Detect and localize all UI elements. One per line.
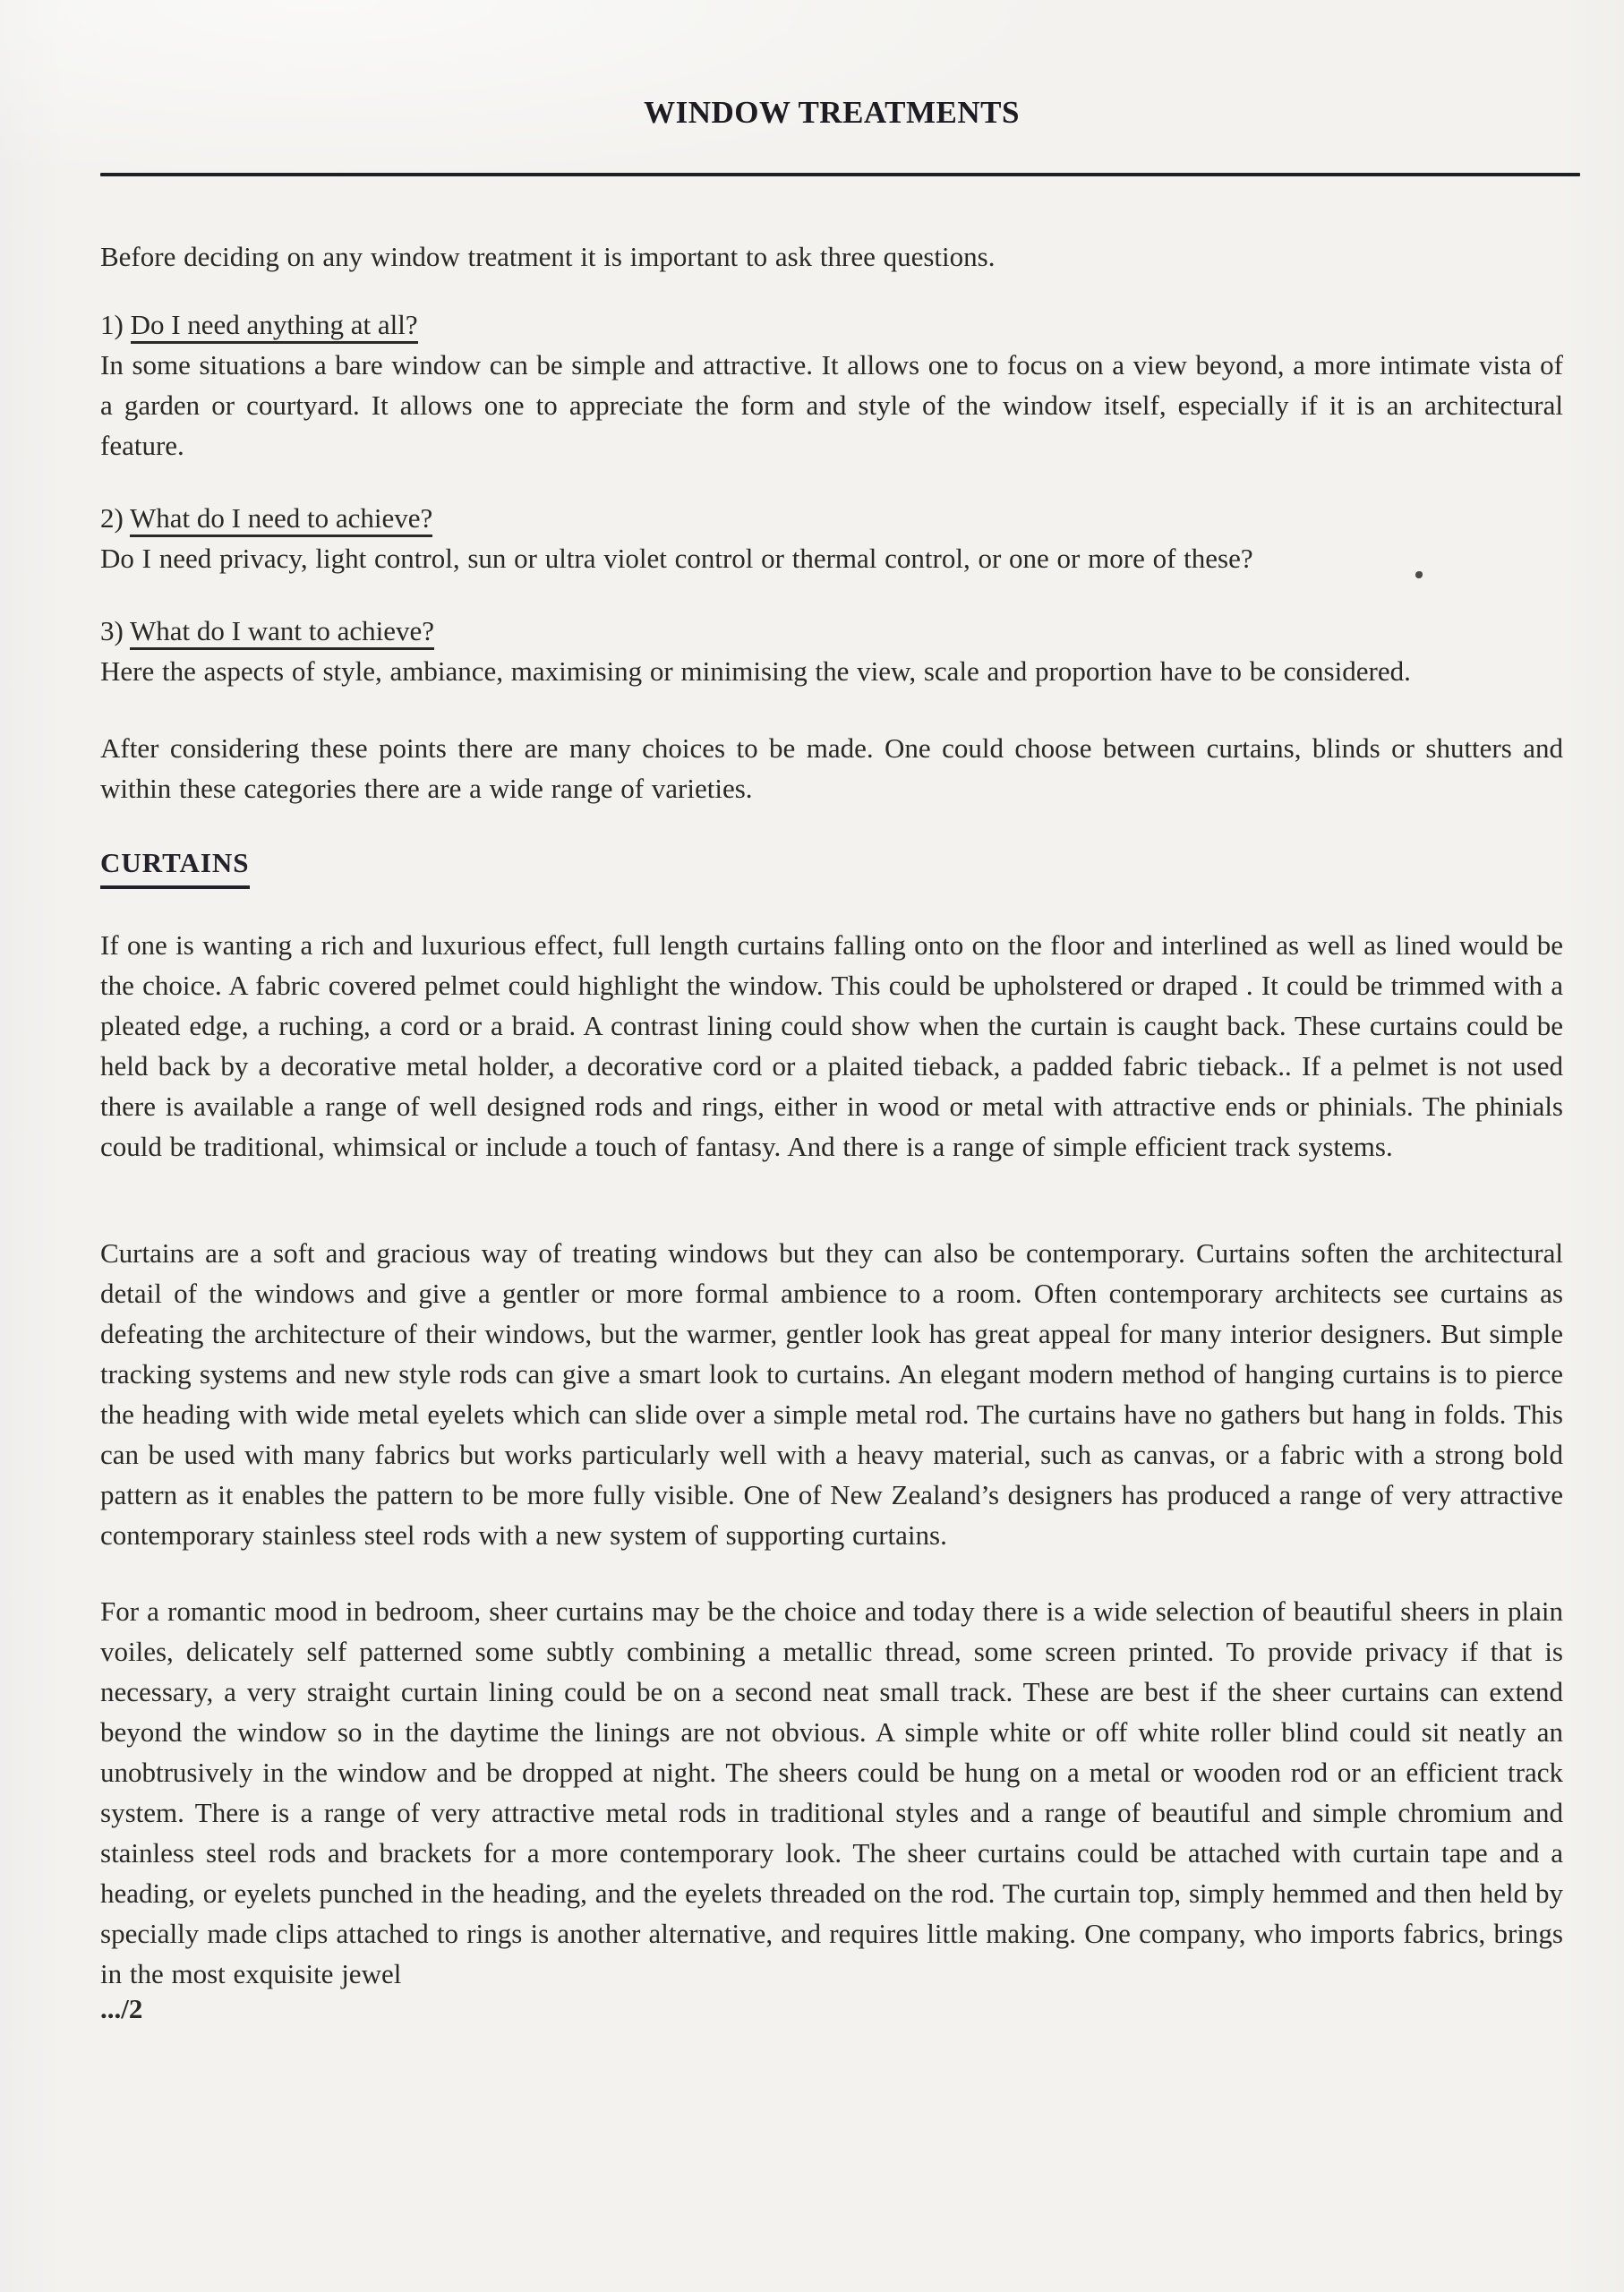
question-2-heading — [100, 498, 1563, 538]
question-2-heading-text: What do I need to achieve? — [130, 502, 432, 537]
question-2-number: 2) — [100, 502, 124, 534]
document-body — [100, 0, 1563, 2029]
question-2-body: Do I need privacy, light control, sun or ultra violet control or thermal control, or one or more of these? — [100, 543, 1253, 574]
page-title: WINDOW TREATMENTS — [644, 95, 1020, 130]
question-block-3 — [100, 611, 1563, 691]
question-3-heading-text: What do I want to achieve? — [130, 615, 434, 650]
question-block-2 — [100, 498, 1563, 578]
question-3-number: 3) — [100, 615, 124, 646]
page-continuation-marker: .../2 — [100, 1993, 143, 2024]
question-1-heading — [100, 304, 1563, 345]
question-3-body: Here the aspects of style, ambiance, maximising or minimising the view, scale and proportion have to be considered. — [100, 655, 1411, 687]
question-1-number: 1) — [100, 309, 124, 340]
curtains-heading-text: CURTAINS — [100, 842, 250, 889]
choices-paragraph: After considering these points there are many choices to be made. One could choose between curtains, blinds or shutters and within these categories there are a wide range of varieties. — [100, 732, 1563, 804]
question-block-1 — [100, 304, 1563, 466]
curtains-paragraph-2: Curtains are a soft and gracious way of treating windows but they can also be contemporary. Curtains soften the architectural detail of the windows and give a gentler or more formal ambience to a room. Often contemporary architects see curtains as defeating the architecture of their windows, but the warmer, gentler look has great appeal for many interior designers. But simple tracking systems and new style rods can give a smart look to curtains. An elegant modern method of hanging curtains is to pierce the heading with wide metal eyelets which can slide over a simple metal rod. The curtains have no gathers but hang in folds. This can be used with many fabrics but works particularly well with a heavy material, such as canvas, or a fabric with a strong bold pattern as it enables the pattern to be more fully visible. One of New Zealand’s designers has produced a range of very attractive contemporary stainless steel rods with a new system of supporting curtains. — [100, 1237, 1563, 1551]
question-1-heading-text: Do I need anything at all? — [131, 309, 418, 344]
question-1-body: In some situations a bare window can be simple and attractive. It allows one to focus on a view beyond, a more intimate vista of a garden or courtyard. It allows one to appreciate the form and style of the window itself, especially if it is an architectural feature. — [100, 349, 1563, 461]
curtains-paragraph-1: If one is wanting a rich and luxurious effect, full length curtains falling onto on the floor and interlined as well as lined would be the choice. A fabric covered pelmet could highlight the window. This could be upholstered or draped . It could be trimmed with a pleated edge, a ruching, a cord or a braid. A contrast lining could show when the curtain is caught back. These curtains could be held back by a decorative metal holder, a decorative cord or a plaited tieback, a padded fabric tieback.. If a pelmet is not used there is available a range of well designed rods and rings, either in wood or metal with attractive ends or phinials. The phinials could be traditional, whimsical or include a touch of fantasy. And there is a range of simple efficient track systems. — [100, 929, 1563, 1162]
question-3-heading — [100, 611, 1563, 651]
intro-paragraph: Before deciding on any window treatment it is important to ask three questions. — [100, 241, 996, 272]
curtains-section-heading — [100, 842, 1563, 889]
curtains-paragraph-3: For a romantic mood in bedroom, sheer curtains may be the choice and today there is a wide selection of beautiful sheers in plain voiles, delicately self patterned some subtly combining a metallic thread, some screen printed. To provide privacy if that is necessary, a very straight curtain lining could be on a second neat small track. These are best if the sheer curtains can extend beyond the window so in the daytime the linings are not obvious. A simple white or off white roller blind could sit neatly an unobtrusively in the window and be dropped at night. The sheers could be hung on a metal or wooden rod or an efficient track system. There is a range of very attractive metal rods in traditional styles and a range of beautiful and simple chromium and stainless steel rods and brackets for a more contemporary look. The sheer curtains could be attached with curtain tape and a heading, or eyelets punched in the heading, and the eyelets threaded on the rod. The curtain top, simply hemmed and then held by specially made clips attached to rings is another alternative, and requires little making. One company, who imports fabrics, brings in the most exquisite jewel — [100, 1595, 1563, 1989]
